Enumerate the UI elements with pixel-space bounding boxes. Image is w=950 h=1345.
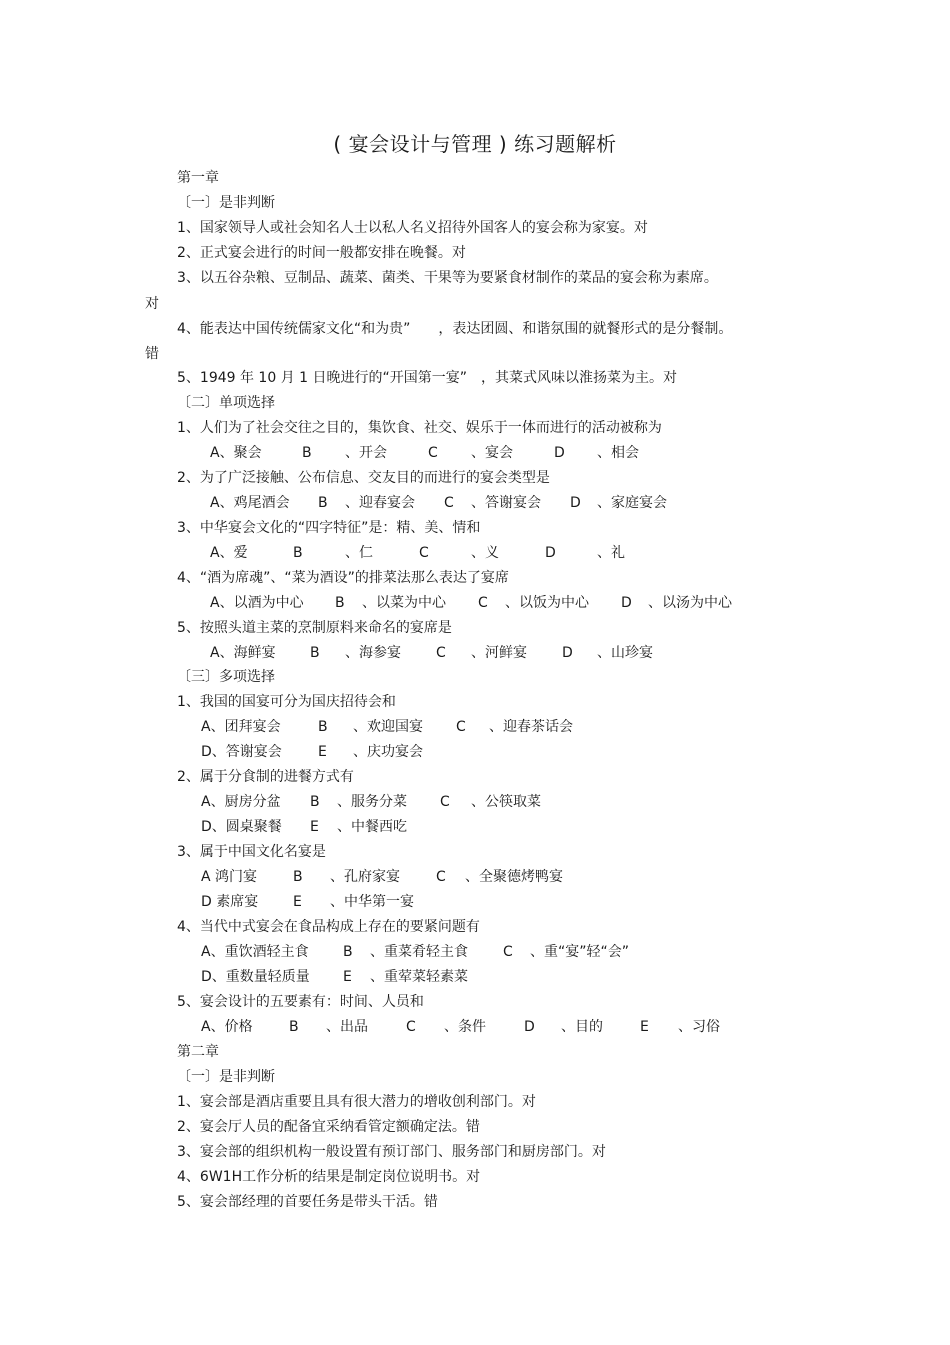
mc-q3-option-e-letter: E	[293, 894, 302, 910]
sc-q1-option-c-letter: C	[428, 445, 438, 461]
mc-q5-option-b: 、出品	[326, 1019, 368, 1035]
section-true-false-heading: 〔一〕是非判断	[177, 195, 275, 211]
mc-q4-option-e-letter: E	[343, 969, 352, 985]
mc-q2-option-b-letter: B	[310, 794, 320, 810]
mc-q1-option-c: 、迎春茶话会	[489, 719, 573, 735]
section-multi-choice-heading: 〔三〕多项选择	[177, 669, 275, 685]
tf-question-5: 5、1949 年 10 月 1 日晚进行的“开国第一宴” ，其菜式风味以淮扬菜为主。对	[177, 370, 678, 386]
mc-q2-option-c: 、公筷取菜	[471, 794, 541, 810]
chapter-2-heading: 第二章	[177, 1044, 219, 1060]
sc-q4-option-a: A、以酒为中心	[210, 595, 304, 611]
sc-question-3: 3、中华宴会文化的“四字特征”是：精、美、情和	[177, 520, 481, 536]
ch2-tf-question-2: 2、宴会厅人员的配备宜采纳看管定额确定法。错	[177, 1119, 480, 1135]
tf-question-4: 4、能表达中国传统儒家文化“和为贵” ，表达团圆、和谐氛围的就餐形式的是分餐制。	[177, 321, 733, 337]
mc-question-4: 4、当代中式宴会在食品构成上存在的要紧问题有	[177, 919, 480, 935]
mc-q1-option-c-letter: C	[456, 719, 466, 735]
mc-q4-option-a: A、重饮酒轻主食	[201, 944, 309, 960]
mc-question-2: 2、属于分食制的进餐方式有	[177, 769, 354, 785]
mc-q1-option-b: 、欢迎国宴	[353, 719, 423, 735]
sc-q5-option-b: 、海参宴	[345, 645, 401, 661]
ch2-tf-question-4: 4、6W1H工作分析的结果是制定岗位说明书。对	[177, 1169, 481, 1185]
mc-q1-option-b-letter: B	[318, 719, 328, 735]
tf-question-1: 1、国家领导人或社会知名人士以私人名义招待外国客人的宴会称为家宴。对	[177, 220, 648, 236]
sc-q5-option-d: 、山珍宴	[597, 645, 653, 661]
sc-q4-option-b-letter: B	[335, 595, 345, 611]
sc-q3-option-c-letter: C	[419, 545, 429, 561]
sc-q2-option-a: A、鸡尾酒会	[210, 495, 290, 511]
sc-q2-option-b: 、迎春宴会	[345, 495, 415, 511]
sc-q4-option-b: 、以菜为中心	[362, 595, 446, 611]
sc-q2-option-b-letter: B	[318, 495, 328, 511]
sc-q1-option-d: 、相会	[597, 445, 639, 461]
mc-q5-option-e-letter: E	[640, 1019, 649, 1035]
sc-question-4: 4、“酒为席魂”、“菜为酒设”的排菜法那么表达了宴席	[177, 570, 509, 586]
sc-q2-option-c: 、答谢宴会	[471, 495, 541, 511]
sc-q3-option-d-letter: D	[545, 545, 556, 561]
mc-q3-option-b-letter: B	[293, 869, 303, 885]
ch2-tf-question-5: 5、宴会部经理的首要任务是带头干活。错	[177, 1194, 438, 1210]
mc-q2-option-e: 、中餐西吃	[337, 819, 407, 835]
ch2-tf-question-1: 1、宴会部是酒店重要且具有很大潜力的增收创利部门。对	[177, 1094, 536, 1110]
sc-q2-option-d: 、家庭宴会	[597, 495, 667, 511]
sc-q4-option-d: 、以汤为中心	[648, 595, 732, 611]
sc-q1-option-b: 、开会	[345, 445, 387, 461]
mc-q4-option-c: 、重“宴”轻“会”	[530, 944, 630, 960]
mc-q1-option-d: D、答谢宴会	[201, 744, 282, 760]
sc-question-5: 5、按照头道主菜的烹制原料来命名的宴席是	[177, 620, 452, 636]
sc-q3-option-b-letter: B	[293, 545, 303, 561]
mc-q2-option-d: D、圆桌聚餐	[201, 819, 282, 835]
mc-q5-option-d: 、目的	[561, 1019, 603, 1035]
sc-q5-option-c: 、河鲜宴	[471, 645, 527, 661]
mc-q4-option-e: 、重荤菜轻素菜	[370, 969, 468, 985]
mc-q4-option-b: 、重菜肴轻主食	[370, 944, 468, 960]
section-single-choice-heading: 〔二〕单项选择	[177, 395, 275, 411]
ch2-tf-question-3: 3、宴会部的组织机构一般设置有预订部门、服务部门和厨房部门。对	[177, 1144, 606, 1160]
mc-q3-option-c: 、全聚德烤鸭宴	[465, 869, 563, 885]
sc-q3-option-a: A、爱	[210, 545, 248, 561]
chapter-1-heading: 第一章	[177, 170, 219, 186]
sc-q3-option-d: 、礼	[597, 545, 625, 561]
sc-q5-option-b-letter: B	[310, 645, 320, 661]
mc-q1-option-e-letter: E	[318, 744, 327, 760]
sc-q2-option-c-letter: C	[444, 495, 454, 511]
mc-q3-option-d: D 素席宴	[201, 894, 259, 910]
mc-q5-option-b-letter: B	[289, 1019, 299, 1035]
sc-q1-option-b-letter: B	[302, 445, 312, 461]
mc-question-3: 3、属于中国文化名宴是	[177, 844, 326, 860]
tf-question-4-answer: 错	[145, 346, 159, 362]
sc-q3-option-c: 、义	[471, 545, 499, 561]
sc-q1-option-a: A、聚会	[210, 445, 262, 461]
sc-q5-option-d-letter: D	[562, 645, 573, 661]
mc-question-5: 5、宴会设计的五要素有：时间、人员和	[177, 994, 424, 1010]
mc-q3-option-e: 、中华第一宴	[330, 894, 414, 910]
mc-q5-option-a: A、价格	[201, 1019, 253, 1035]
mc-q5-option-d-letter: D	[524, 1019, 535, 1035]
mc-q5-option-c-letter: C	[406, 1019, 416, 1035]
mc-q2-option-e-letter: E	[310, 819, 319, 835]
mc-q3-option-a: A 鸿门宴	[201, 869, 258, 885]
sc-q1-option-d-letter: D	[554, 445, 565, 461]
sc-q4-option-c: 、以饭为中心	[505, 595, 589, 611]
mc-q2-option-b: 、服务分菜	[337, 794, 407, 810]
mc-q4-option-c-letter: C	[503, 944, 513, 960]
sc-question-2: 2、为了广泛接触、公布信息、交友目的而进行的宴会类型是	[177, 470, 550, 486]
sc-q2-option-d-letter: D	[570, 495, 581, 511]
sc-q4-option-c-letter: C	[478, 595, 488, 611]
mc-q4-option-d: D、重数量轻质量	[201, 969, 310, 985]
mc-q2-option-a: A、厨房分盆	[201, 794, 281, 810]
sc-q5-option-a: A、海鲜宴	[210, 645, 276, 661]
mc-q5-option-c: 、条件	[444, 1019, 486, 1035]
mc-q2-option-c-letter: C	[440, 794, 450, 810]
sc-q3-option-b: 、仁	[345, 545, 373, 561]
mc-q1-option-a: A、团拜宴会	[201, 719, 281, 735]
sc-question-1: 1、人们为了社会交往之目的，集饮食、社交、娱乐于一体而进行的活动被称为	[177, 420, 662, 436]
mc-q3-option-c-letter: C	[436, 869, 446, 885]
mc-q1-option-e: 、庆功宴会	[353, 744, 423, 760]
document-title: ( 宴会设计与管理 ) 练习题解析	[333, 132, 617, 156]
tf-question-3-answer: 对	[145, 296, 159, 312]
tf-question-3: 3、以五谷杂粮、豆制品、蔬菜、菌类、干果等为要紧食材制作的菜品的宴会称为素席。	[177, 270, 718, 286]
mc-q3-option-b: 、孔府家宴	[330, 869, 400, 885]
mc-q5-option-e: 、习俗	[678, 1019, 720, 1035]
sc-q4-option-d-letter: D	[621, 595, 632, 611]
mc-question-1: 1、我国的国宴可分为国庆招待会和	[177, 694, 396, 710]
tf-question-2: 2、正式宴会进行的时间一般都安排在晚餐。对	[177, 245, 466, 261]
ch2-section-true-false-heading: 〔一〕是非判断	[177, 1069, 275, 1085]
sc-q5-option-c-letter: C	[436, 645, 446, 661]
sc-q1-option-c: 、宴会	[471, 445, 513, 461]
mc-q4-option-b-letter: B	[343, 944, 353, 960]
